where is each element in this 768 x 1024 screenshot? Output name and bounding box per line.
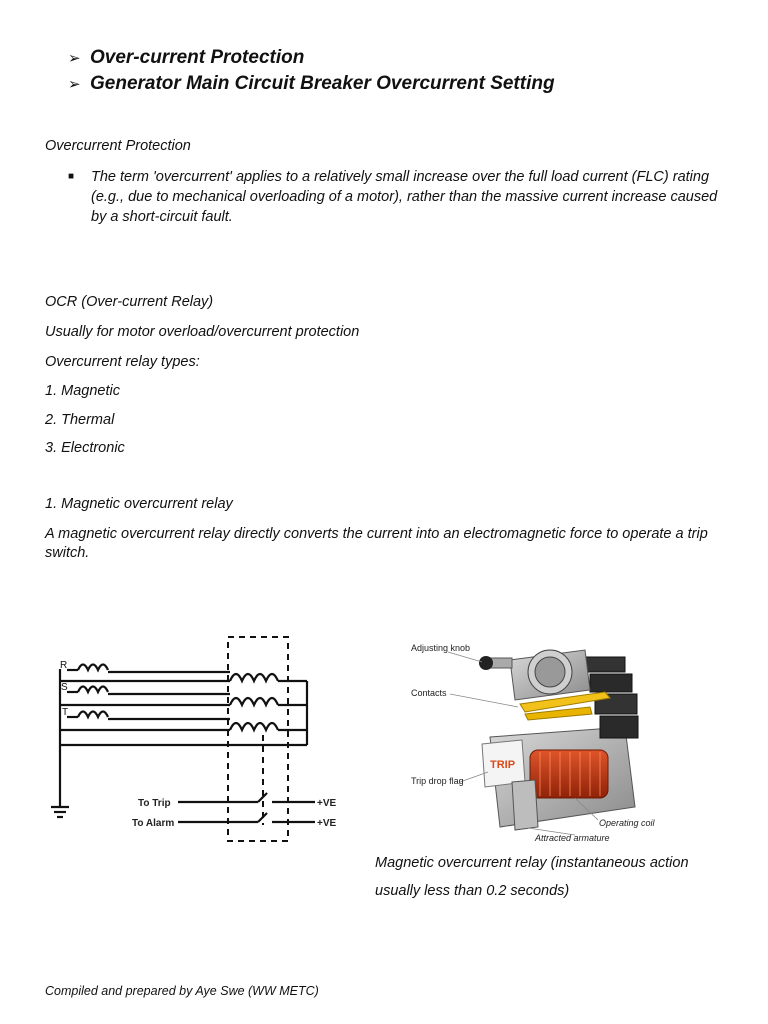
ocr-usage: Usually for motor overload/overcurrent protection: [45, 324, 360, 340]
magnetic-relay-description: A magnetic overcurrent relay directly converts the current into an electromagnetic force to operate a trip switch.: [45, 526, 708, 561]
footer-credit: Compiled and prepared by Aye Swe (WW METC): [45, 984, 319, 998]
ve-label-alarm: +VE: [317, 818, 337, 829]
section-title: Overcurrent Protection: [45, 138, 191, 154]
relay-type-item: 1. Magnetic: [45, 383, 120, 399]
label-trip-drop-flag: Trip drop flag: [411, 776, 464, 786]
ocr-title: OCR (Over-current Relay): [45, 294, 214, 310]
arrow-bullet-icon: ➢: [68, 76, 81, 93]
label-operating-coil: Operating coil: [599, 818, 655, 828]
heading-overcurrent-protection: ➢ Over-current Protection: [68, 47, 305, 68]
to-alarm-label: To Alarm: [132, 818, 175, 829]
label-adjusting-knob: Adjusting knob: [411, 643, 471, 653]
bullet-text: The term 'overcurrent' applies to a relatively small increase over the full load current (FLC) rating (e.g., due to mechanical overloading of a motor), rather than the massive current increase caused by a short-circuit fault.: [91, 169, 718, 225]
relay-circuit-diagram: [45, 625, 350, 850]
phase-label-r: R: [60, 660, 68, 671]
relay-type-item: 3. Electronic: [45, 440, 125, 456]
relay-types-label: Overcurrent relay types:: [45, 354, 200, 370]
relay-type-item: 2. Thermal: [45, 412, 115, 428]
heading-generator-breaker-setting: ➢ Generator Main Circuit Breaker Overcurrent Setting: [68, 73, 555, 94]
magnetic-relay-title: 1. Magnetic overcurrent relay: [45, 496, 233, 512]
magnetic-relay-illustration: [400, 632, 660, 847]
label-attracted-armature: Attracted armature: [535, 833, 610, 843]
arrow-bullet-icon: ➢: [68, 50, 81, 67]
trip-flag-text: TRIP: [490, 759, 516, 771]
figure-caption-line2: usually less than 0.2 seconds): [375, 883, 570, 899]
figure-caption-line1: Magnetic overcurrent relay (instantaneous action: [375, 855, 689, 871]
phase-label-s: S: [61, 682, 68, 693]
phase-label-t: T: [62, 707, 69, 718]
to-trip-label: To Trip: [138, 798, 171, 809]
square-bullet-icon: ■: [68, 171, 75, 182]
ve-label-trip: +VE: [317, 798, 337, 809]
label-contacts: Contacts: [411, 688, 447, 698]
